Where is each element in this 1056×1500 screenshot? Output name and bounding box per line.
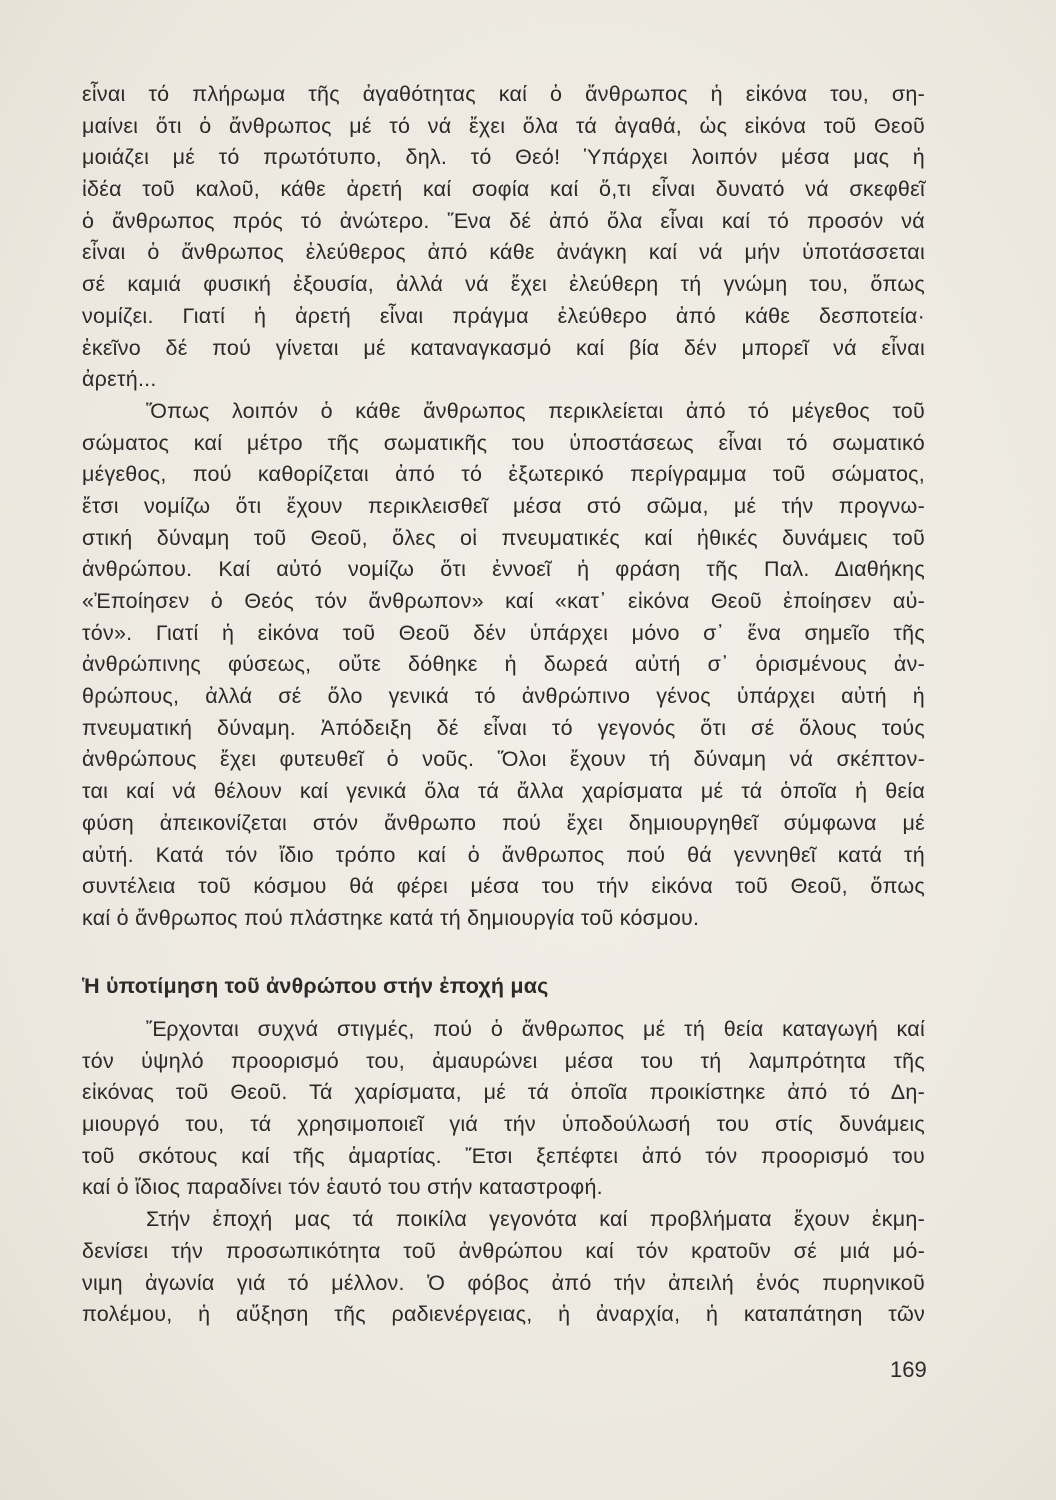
text-line: Ἔρχονται συχνά στιγμές, πού ὁ ἄνθρωπος μέ τή θεία καταγωγή καί: [146, 1017, 925, 1041]
text-line: φύση ἀπεικονίζεται στόν ἄνθρωπο πού ἔχει δημιουργηθεῖ σύμφωνα μέ: [82, 810, 925, 835]
text-line: νομίζει. Γιατί ἡ ἀρετή εἶναι πράγμα ἐλεύθερο ἀπό κάθε δεσποτεία·: [82, 303, 925, 328]
text-line: μοιάζει μέ τό πρωτότυπο, δηλ. τό Θεό! Ὑπάρχει λοιπόν μέσα μας ἡ: [82, 145, 925, 170]
text-line: ὁ ἄνθρωπος πρός τό ἀνώτερο. Ἕνα δέ ἀπό ὅλα εἶναι καί τό προσόν νά: [82, 208, 925, 233]
text-line: ἀνθρώπου. Καί αὐτό νομίζω ὅτι ἐννοεῖ ἡ φράση τῆς Παλ. Διαθήκης: [82, 557, 925, 582]
text-line: καί ὁ ἄνθρωπος πού πλάστηκε κατά τή δημιουργία τοῦ κόσμου.: [82, 905, 700, 930]
text-line: πνευματική δύναμη. Ἀπόδειξη δέ εἶναι τό γεγονός ὅτι σέ ὅλους τούς: [82, 715, 925, 740]
text-line: εἶναι τό πλήρωμα τῆς ἀγαθότητας καί ὁ ἄνθρωπος ἡ εἰκόνα του, ση-: [82, 82, 925, 106]
text-line: ἔτσι νομίζω ὅτι ἔχουν περικλεισθεῖ μέσα στό σῶμα, μέ τήν προγνω-: [82, 493, 925, 518]
text-line: δενίσει τήν προσωπικότητα τοῦ ἀνθρώπου καί τόν κρατοῦν σέ μιά μό-: [82, 1238, 925, 1263]
text-line: αὐτή. Κατά τόν ἴδιο τρόπο καί ὁ ἄνθρωπος πού θά γεννηθεῖ κατά τή: [82, 842, 925, 867]
text-line: ἀνθρώπινης φύσεως, οὔτε δόθηκε ἡ δωρεά αὐτή σ᾽ ὁρισμένους ἀν-: [82, 652, 925, 677]
text-line: σέ καμιά φυσική ἐξουσία, ἀλλά νά ἔχει ἐλεύθερη τή γνώμη του, ὅπως: [82, 272, 925, 297]
text-line: ται καί νά θέλουν καί γενικά ὅλα τά ἄλλα χαρίσματα μέ τά ὁποῖα ἡ θεία: [82, 779, 925, 804]
main-text: [82, 79, 925, 935]
text-line: εἶναι ὁ ἄνθρωπος ἐλεύθερος ἀπό κάθε ἀνάγκη καί νά μήν ὑποτάσσεται: [82, 240, 925, 265]
text-line: ἀρετή...: [82, 367, 157, 392]
text-line: τοῦ σκότους καί τῆς ἁμαρτίας. Ἔτσι ξεπέφτει ἀπό τόν προορισμό του: [82, 1143, 925, 1168]
text-line: μιουργό του, τά χρησιμοποιεῖ γιά τήν ὑποδούλωσή του στίς δυνάμεις: [82, 1112, 925, 1137]
text-line: καί ὁ ἴδιος παραδίνει τόν ἑαυτό του στήν καταστροφή.: [82, 1175, 603, 1200]
text-line: τόν ὑψηλό προορισμό του, ἀμαυρώνει μέσα του τή λαμπρότητα τῆς: [82, 1048, 925, 1073]
text-line: μαίνει ὅτι ὁ ἄνθρωπος μέ τό νά ἔχει ὅλα τά ἀγαθά, ὡς εἰκόνα τοῦ Θεοῦ: [82, 113, 925, 138]
text-line: «Ἐποίησεν ὁ Θεός τόν ἄνθρωπον» καί «κατ᾽ εἰκόνα Θεοῦ ἐποίησεν αὐ-: [82, 589, 925, 613]
text-line: Στήν ἐποχή μας τά ποικίλα γεγονότα καί προβλήματα ἔχουν ἐκμη-: [146, 1207, 925, 1232]
section-heading: Ἡ ὑποτίμηση τοῦ ἀνθρώπου στήν ἐποχή μας: [82, 974, 549, 998]
text-line: Ὅπως λοιπόν ὁ κάθε ἄνθρωπος περικλείεται ἀπό τό μέγεθος τοῦ: [146, 398, 925, 423]
section-text: [82, 1014, 925, 1331]
text-line: σώματος καί μέτρο τῆς σωματικῆς του ὑποστάσεως εἶναι τό σωματικό: [82, 430, 925, 455]
text-line: ἐκεῖνο δέ πού γίνεται μέ καταναγκασμό καί βία δέν μπορεῖ νά εἶναι: [82, 335, 925, 360]
text-line: ἰδέα τοῦ καλοῦ, κάθε ἀρετή καί σοφία καί ὅ,τι εἶναι δυνατό νά σκεφθεῖ: [82, 177, 925, 202]
text-line: τόν». Γιατί ἡ εἰκόνα τοῦ Θεοῦ δέν ὑπάρχει μόνο σ᾽ ἕνα σημεῖο τῆς: [82, 620, 925, 645]
text-line: πολέμου, ἡ αὔξηση τῆς ραδιενέργειας, ἡ ἀναρχία, ἡ καταπάτηση τῶν: [82, 1302, 925, 1327]
page-number: 169: [890, 1357, 927, 1382]
text-line: νιμη ἀγωνία γιά τό μέλλον. Ὁ φόβος ἀπό τήν ἀπειλή ἑνός πυρηνικοῦ: [82, 1270, 925, 1295]
text-line: μέγεθος, πού καθορίζεται ἀπό τό ἐξωτερικό περίγραμμα τοῦ σώματος,: [82, 462, 925, 487]
text-line: εἰκόνας τοῦ Θεοῦ. Τά χαρίσματα, μέ τά ὁποῖα προικίστηκε ἀπό τό Δη-: [82, 1080, 925, 1105]
text-line: ἀνθρώπους ἔχει φυτευθεῖ ὁ νοῦς. Ὅλοι ἔχουν τή δύναμη νά σκέπτον-: [82, 747, 925, 772]
text-line: συντέλεια τοῦ κόσμου θά φέρει μέσα του τήν εἰκόνα τοῦ Θεοῦ, ὅπως: [82, 874, 925, 899]
text-line: θρώπους, ἀλλά σέ ὅλο γενικά τό ἀνθρώπινο γένος ὑπάρχει αὐτή ἡ: [82, 684, 925, 709]
text-line: στική δύναμη τοῦ Θεοῦ, ὅλες οἱ πνευματικές καί ἠθικές δυνάμεις τοῦ: [82, 525, 925, 550]
